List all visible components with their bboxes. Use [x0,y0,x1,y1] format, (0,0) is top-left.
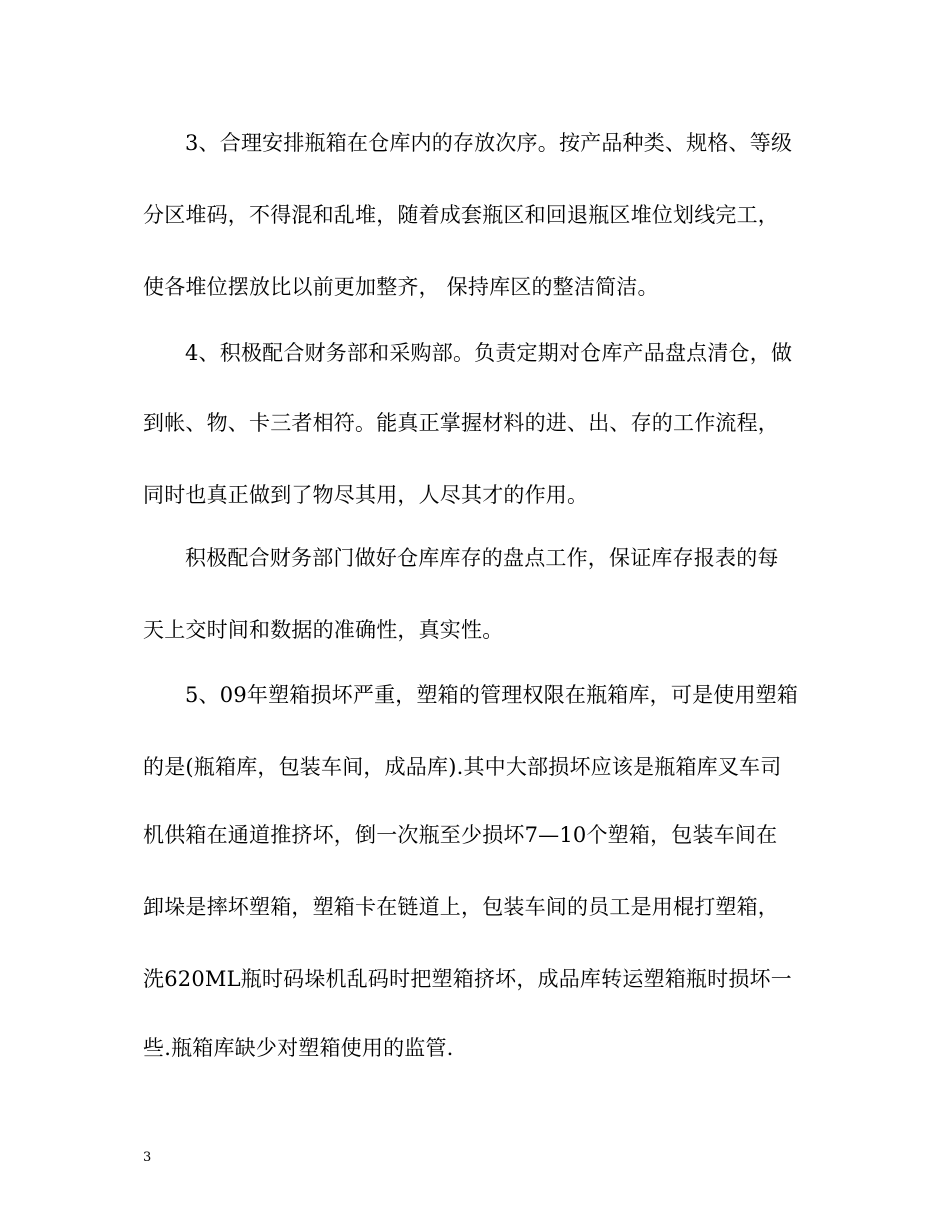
paragraph-3-line-3: 使各堆位摆放比以前更加整齐， 保持库区的整洁简洁。 [143,275,659,299]
paragraph-5-line-3: 机供箱在通道推挤坏，倒一次瓶至少损坏7—10个塑箱，包装车间在 [143,823,778,847]
paragraph-5-line-1: 5、09年塑箱损坏严重，塑箱的管理权限在瓶箱库，可是使用塑箱 [185,683,799,707]
paragraph-5-line-2: 的是(瓶箱库，包装车间，成品库).其中大部损坏应该是瓶箱库叉车司 [143,755,782,779]
paragraph-5-line-6: 些.瓶箱库缺少对塑箱使用的监管. [143,1036,454,1060]
paragraph-4b-line-1: 积极配合财务部门做好仓库库存的盘点工作，保证库存报表的每 [185,546,779,570]
paragraph-4-line-3: 同时也真正做到了物尽其用，人尽其才的作用。 [143,483,589,507]
paragraph-4-line-2: 到帐、物、卡三者相符。能真正掌握材料的进、出、存的工作流程， [143,411,779,435]
paragraph-4-line-1: 4、积极配合财务部和采购部。负责定期对仓库产品盘点清仓，做 [185,341,793,365]
paragraph-3-line-1: 3、合理安排瓶箱在仓库内的存放次序。按产品种类、规格、等级 [185,131,793,155]
paragraph-5-line-4: 卸垛是摔坏塑箱，塑箱卡在链道上，包装车间的员工是用棍打塑箱， [143,895,779,919]
page-number: 3 [143,1150,152,1165]
paragraph-5-line-5: 洗620ML瓶时码垛机乱码时把塑箱挤坏，成品库转运塑箱瓶时损坏一 [143,967,792,991]
paragraph-3-line-2: 分区堆码，不得混和乱堆，随着成套瓶区和回退瓶区堆位划线完工， [143,203,779,227]
paragraph-4b-line-2: 天上交时间和数据的准确性，真实性。 [143,618,504,642]
